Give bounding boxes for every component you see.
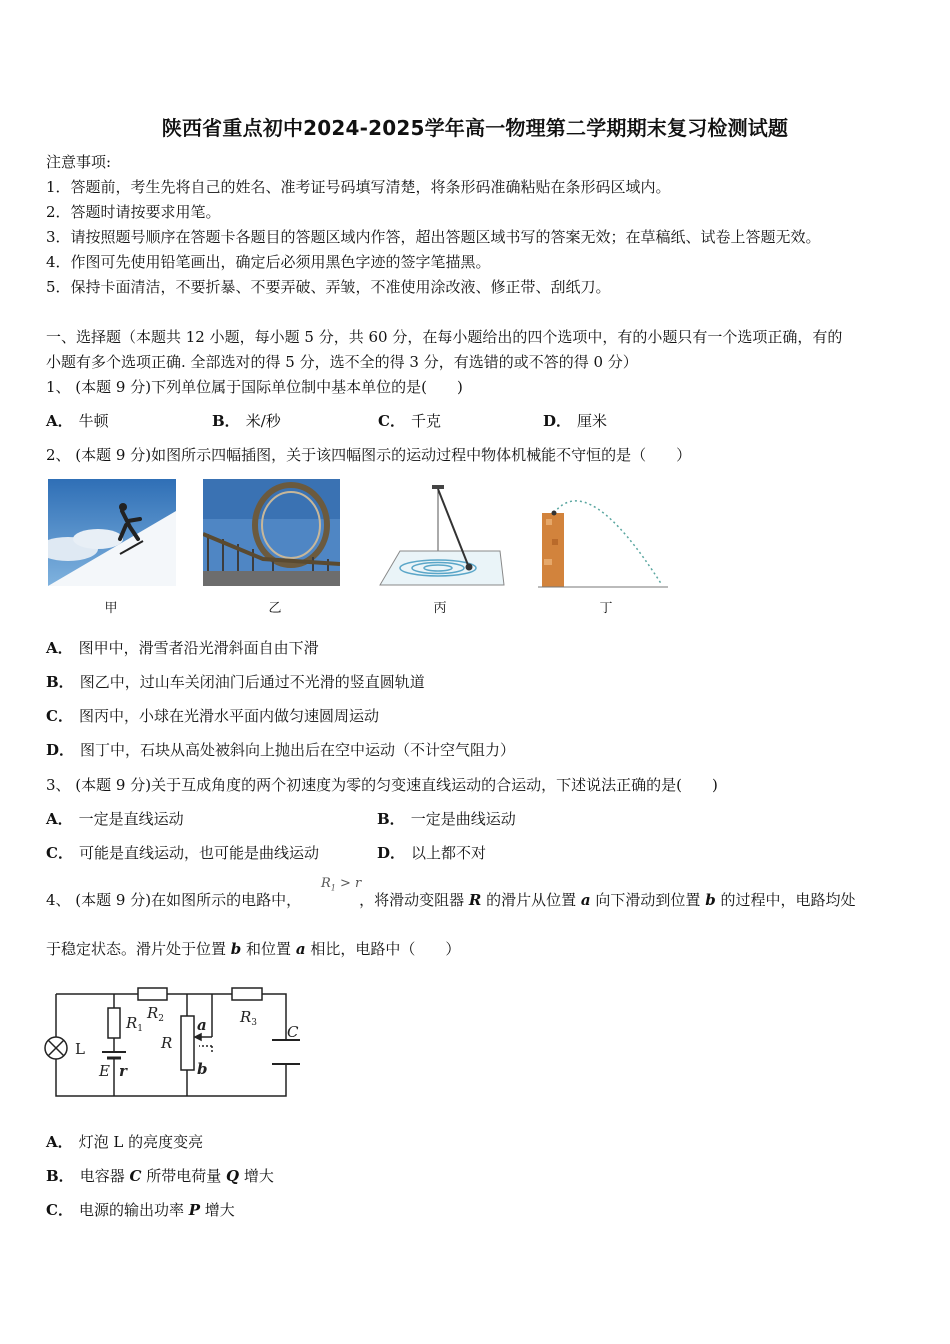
svg-text:R1: $R_1$ xyxy=(126,1014,144,1034)
label-L: L xyxy=(75,1040,85,1058)
question-1-stem: 1、 (本题 9 分)下列单位属于国际单位制中基本单位的是( ) xyxy=(46,378,463,396)
notice-item: 2．答题时请按要求用笔。 xyxy=(46,203,221,221)
question-2-stem: 2、 (本题 9 分)如图所示四幅插图，关于该四幅图示的运动过程中物体机械能不守恒的是（ ） xyxy=(46,446,692,464)
svg-text:E: E xyxy=(99,1062,110,1080)
svg-text:b: b xyxy=(197,1060,208,1078)
figure-conical-pendulum xyxy=(372,479,508,586)
q3-option-d: D． 以上都不对 xyxy=(377,844,487,862)
q3-option-c: C． 可能是直线运动，也可能是曲线运动 xyxy=(46,844,319,862)
notice-item: 5．保持卡面清洁，不要折暴、不要弄破、弄皱，不准使用涂改液、修正带、刮纸刀。 xyxy=(46,278,611,296)
figure-roller-coaster xyxy=(203,479,340,586)
q4-option-b: B． 电容器 C 所带电荷量 Q 增大 xyxy=(46,1167,274,1185)
svg-text:R3: $R_3$ xyxy=(240,1008,258,1028)
q1-option-a: A． 牛顿 xyxy=(46,412,109,430)
caption-ding: 丁 xyxy=(599,601,613,616)
question-3-stem: 3、 (本题 9 分)关于互成角度的两个初速度为零的匀变速直线运动的合运动，下述说法正确的是( ) xyxy=(46,776,718,794)
notice-heading: 注意事项: xyxy=(46,153,112,171)
q3-option-b: B． 一定是曲线运动 xyxy=(377,810,516,828)
q1-option-b: B． 米/秒 xyxy=(212,412,281,430)
section-intro-line1: 一、选择题（本题共 12 小题，每小题 5 分，共 60 分，在每小题给出的四个选项中，有的小题只有一个选项正确，有的 xyxy=(46,328,843,346)
svg-text:r: r xyxy=(119,1062,127,1080)
svg-text:C: C xyxy=(287,1023,299,1041)
q2-option-d: D． 图丁中，石块从高处被斜向上抛出后在空中运动（不计空气阻力） xyxy=(46,741,516,759)
q1-option-d: D． 厘米 xyxy=(543,412,608,430)
q2-option-b: B． 图乙中，过山车关闭油门后通过不光滑的竖直圆轨道 xyxy=(46,673,425,691)
q1-option-c: C． 千克 xyxy=(378,412,441,430)
question-4-stem-line2: 于稳定状态。滑片处于位置 b 和位置 a 相比，电路中（ ） xyxy=(46,940,461,958)
notice-item: 1．答题前，考生先将自己的姓名、准考证号码填写清楚，将条形码准确粘贴在条形码区域内。 xyxy=(46,178,671,196)
page-title: 陕西省重点初中2024-2025学年高一物理第二学期期末复习检测试题 xyxy=(161,116,789,140)
svg-text:R2: $R_2$ xyxy=(147,1004,165,1024)
notice-item: 4．作图可先使用铅笔画出，确定后必须用黑色字迹的签字笔描黑。 xyxy=(46,253,491,271)
figure-projectile xyxy=(538,489,668,589)
q4-option-a: A． 灯泡 L 的亮度变亮 xyxy=(46,1133,204,1151)
question-4-stem: 4、 (本题 9 分)在如图所示的电路中， ，将滑动变阻器 R 的滑片从位置 a 向下滑动到位置 b 的过程中，电路均处 xyxy=(46,891,856,909)
svg-text:a: a xyxy=(197,1016,207,1034)
svg-text:R: R xyxy=(161,1034,173,1052)
q2-option-c: C． 图丙中，小球在光滑水平面内做匀速圆周运动 xyxy=(46,707,379,725)
figure-skier xyxy=(48,479,176,586)
notice-item: 3．请按照题号顺序在答题卡各题目的答题区域内作答，超出答题区域书写的答案无效；在草稿纸、试卷上答题无效。 xyxy=(46,228,821,246)
q2-option-a: A． 图甲中，滑雪者沿光滑斜面自由下滑 xyxy=(46,639,319,657)
q3-option-a: A． 一定是直线运动 xyxy=(46,810,184,828)
formula-r1-gt-r: $R_1 > r$ xyxy=(321,876,362,893)
caption-yi: 乙 xyxy=(268,601,282,616)
q4-option-c: C． 电源的输出功率 P 增大 xyxy=(46,1201,235,1219)
caption-jia: 甲 xyxy=(104,601,118,616)
caption-bing: 丙 xyxy=(433,601,447,616)
circuit-diagram xyxy=(44,982,306,1098)
section-intro-line2: 小题有多个选项正确. 全部选对的得 5 分，选不全的得 3 分，有选错的或不答的得 0 分） xyxy=(46,353,638,371)
